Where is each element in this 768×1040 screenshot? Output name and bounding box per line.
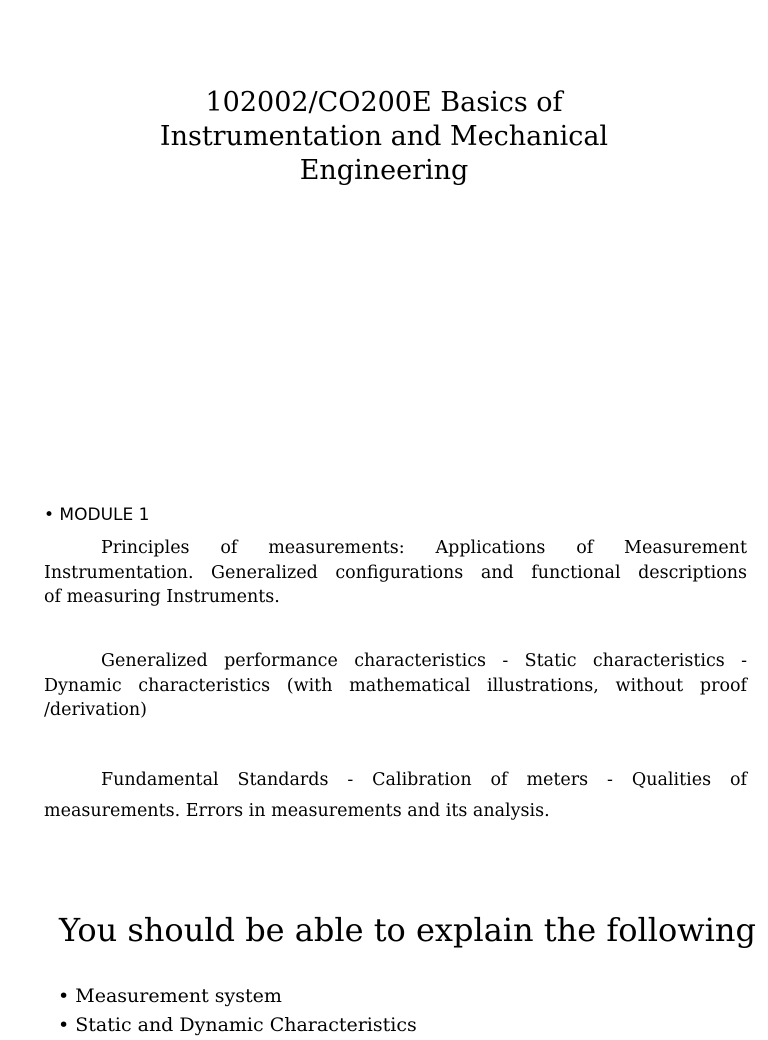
- syllabus-paragraph-2: [44, 649, 747, 723]
- list-item: • Static and Dynamic Characteristics: [58, 1014, 417, 1036]
- paragraph-line: of measuring Instruments.: [44, 587, 280, 607]
- paragraph-line: Fundamental Standards - Calibration of meters - Qualities of: [101, 770, 747, 790]
- title-line-3: Engineering: [299, 155, 469, 186]
- page-title: [100, 86, 668, 188]
- section-heading: You should be able to explain the following: [59, 911, 756, 949]
- title-line-1: 102002/CO200E Basics of: [205, 87, 563, 118]
- paragraph-line: /derivation): [44, 700, 148, 720]
- objectives-list: [58, 982, 417, 1040]
- paragraph-line: Dynamic characteristics (with mathematical illustrations, without proof: [44, 675, 747, 696]
- paragraph-line: Principles of measurements: Applications of Measurement: [101, 538, 747, 558]
- paragraph-line: Instrumentation. Generalized configurations and functional descriptions: [44, 562, 747, 583]
- module-bullet: • MODULE 1: [44, 505, 150, 525]
- paragraph-line: measurements. Errors in measurements and its analysis.: [44, 801, 550, 821]
- paragraph-line: Generalized performance characteristics - Static characteristics -: [101, 651, 747, 671]
- title-line-2: Instrumentation and Mechanical: [159, 121, 609, 152]
- list-item: • Measurement system: [58, 985, 282, 1007]
- syllabus-paragraph-3: [44, 765, 747, 827]
- syllabus-paragraph-1: [44, 536, 747, 610]
